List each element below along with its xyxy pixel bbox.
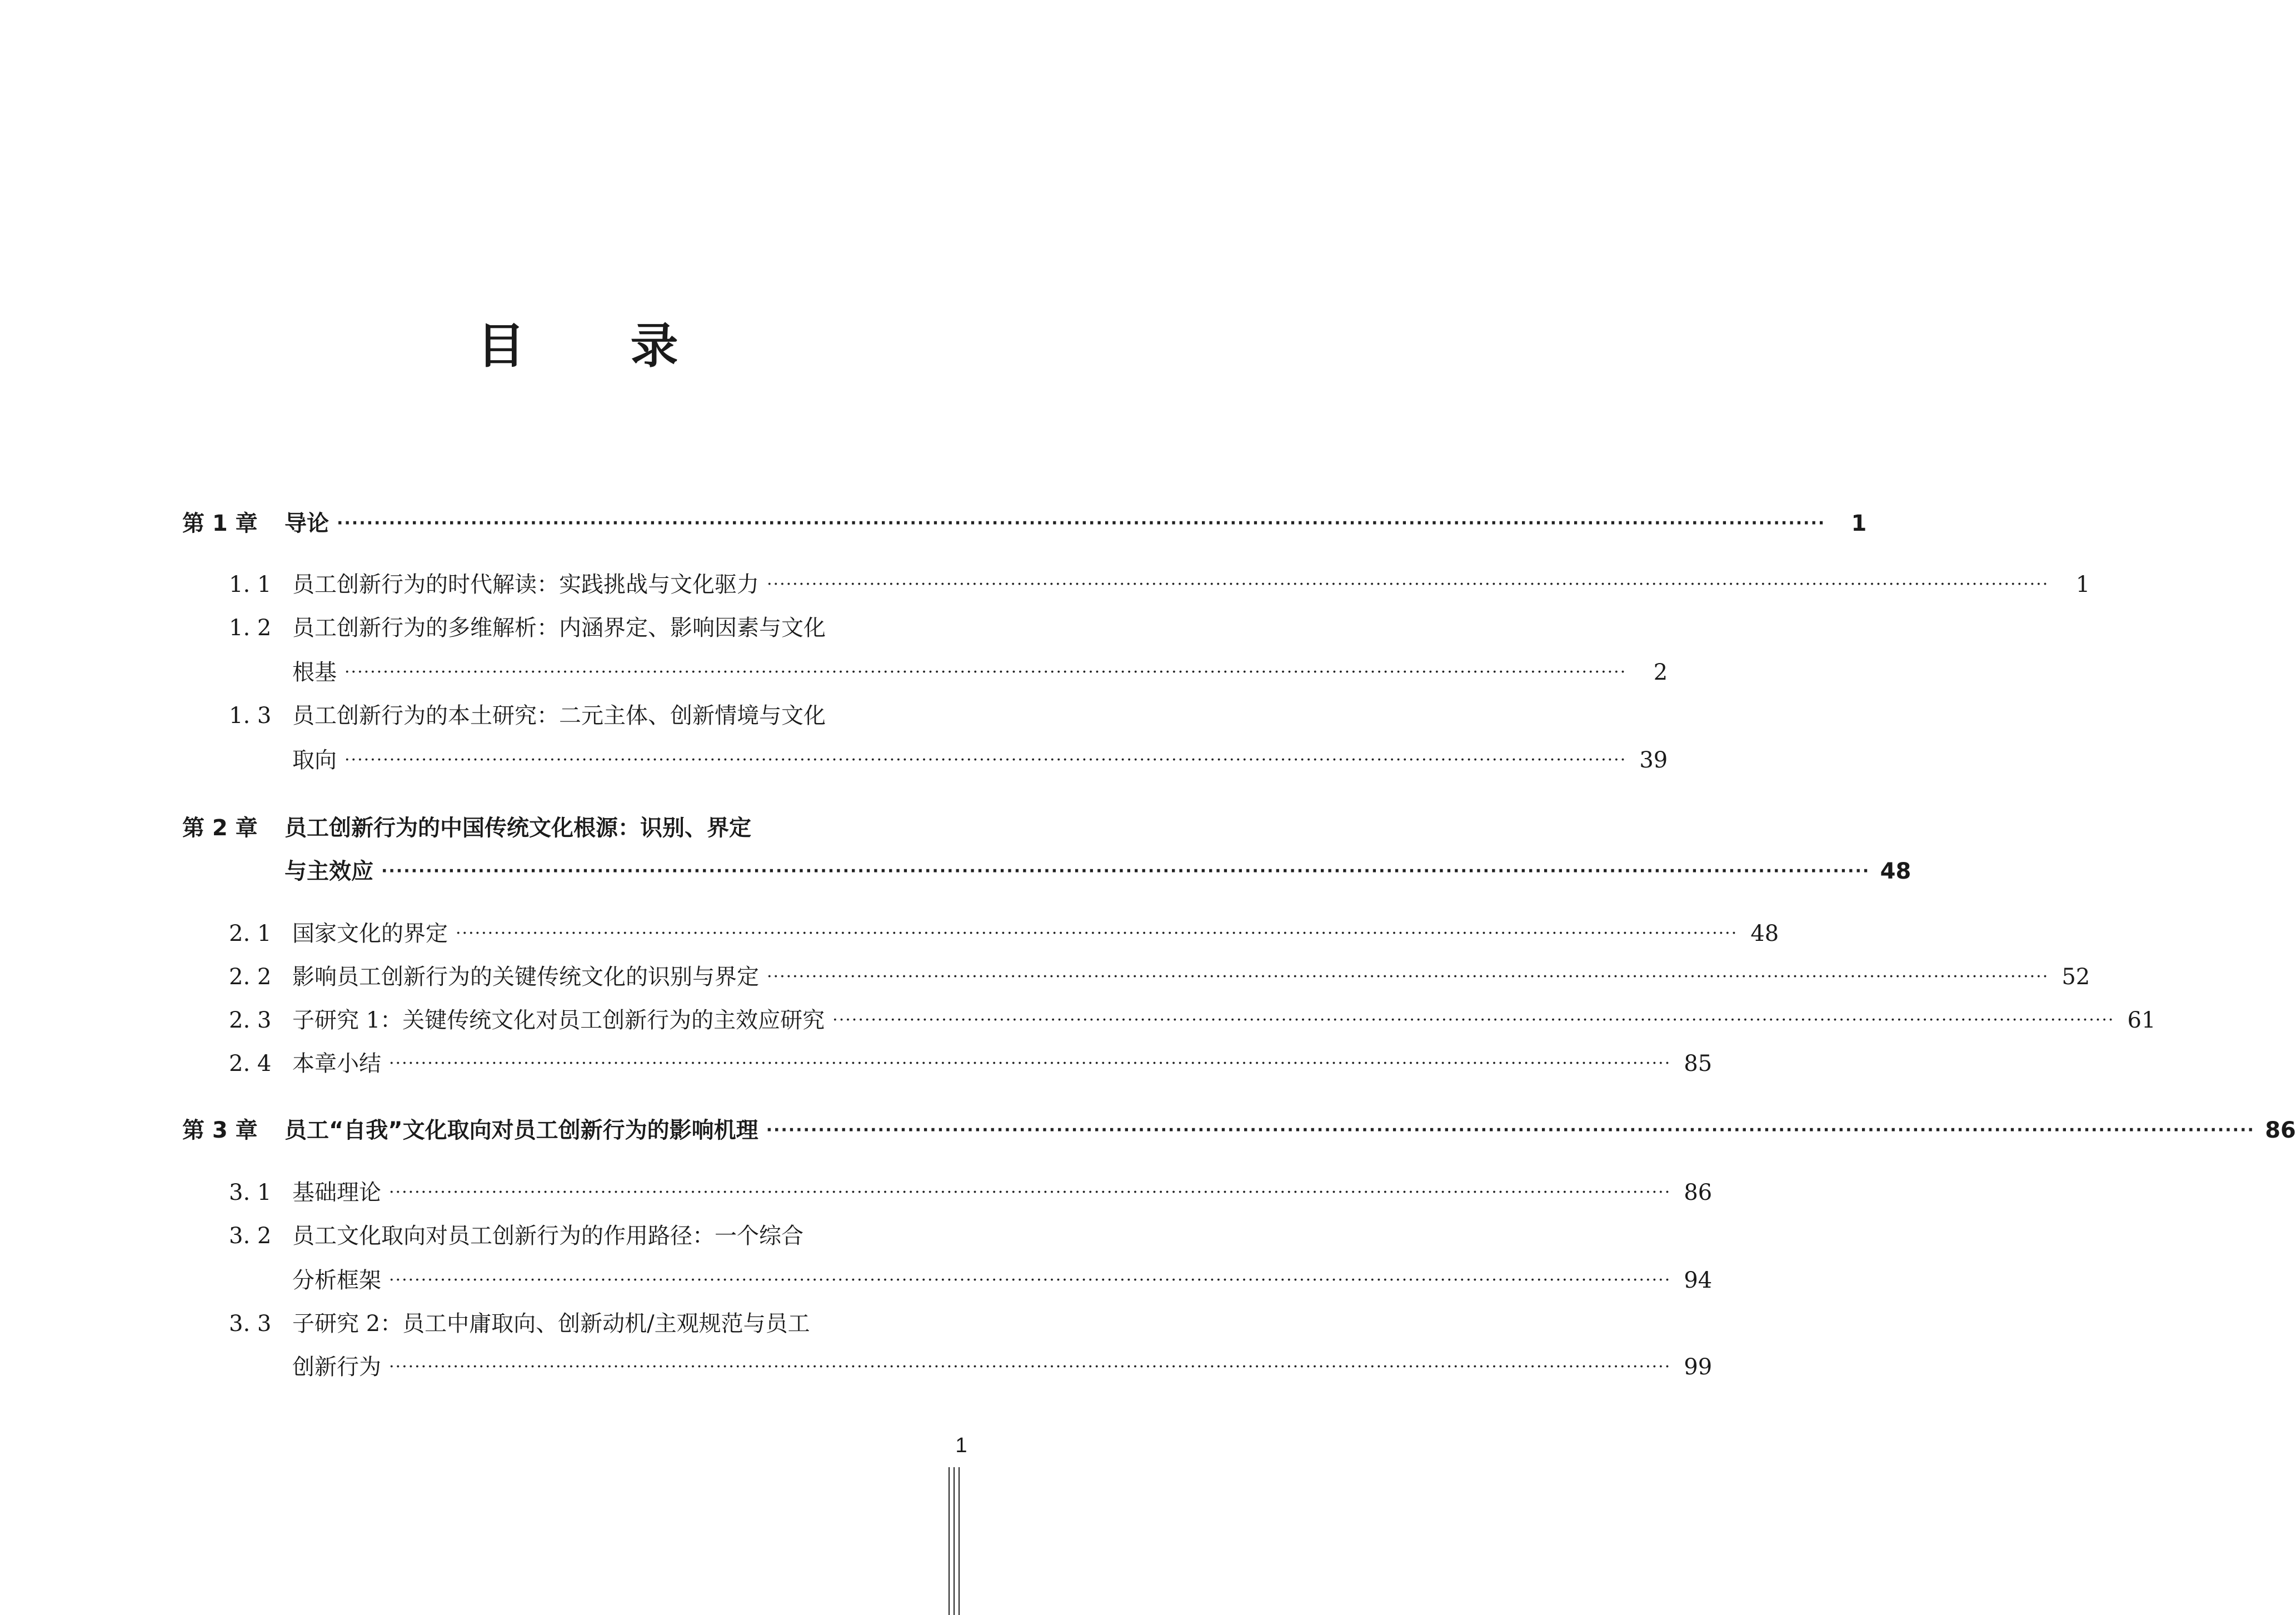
section-number: 2. 2 [229, 964, 272, 990]
dot-leader: ········································································································································································································ [456, 924, 1738, 943]
entry-title: 分析框架 [292, 1268, 381, 1293]
entry-leader-row [292, 1004, 2156, 1037]
section-number: 3. 1 [229, 1180, 272, 1205]
page-number: 48 [1750, 921, 1779, 946]
margin-rule [954, 1467, 955, 1615]
page-number: 2 [1653, 660, 1668, 685]
entry-leader-row [284, 1114, 2296, 1147]
dot-leader: ········································································································································································································ [766, 1120, 2255, 1140]
entry-continuation [0, 1264, 1713, 1297]
section-number: 2. 4 [229, 1051, 272, 1076]
section-entry [0, 917, 1779, 950]
chapter-number: 第 1 章 [182, 511, 258, 536]
entry-title: 员工“自我”文化取向对员工创新行为的影响机理 [284, 1118, 758, 1143]
chapter-entry [0, 1114, 2296, 1147]
page-number: 52 [2062, 964, 2090, 990]
dot-leader: ········································································································································································································ [345, 750, 1627, 770]
entry-leader-row [284, 855, 1911, 888]
section-number: 1. 1 [229, 572, 272, 597]
entry-title: 根基 [292, 660, 337, 685]
dot-leader: ········································································································································································································ [389, 1357, 1671, 1377]
section-entry [0, 699, 1155, 732]
entry-title: 影响员工创新行为的关键传统文化的识别与界定 [292, 964, 759, 990]
entry-title: 本章小结 [292, 1051, 381, 1076]
entry-title-line1: 员工创新行为的多维解析：内涵界定、影响因素与文化 [292, 615, 826, 641]
entry-title-line1: 员工创新行为的中国传统文化根源：识别、界定 [284, 815, 751, 841]
margin-rule [949, 1467, 950, 1615]
entry-leader-row [292, 744, 1668, 777]
dot-leader: ········································································································································································································ [767, 575, 2049, 594]
section-number: 1. 3 [229, 703, 272, 729]
section-number: 3. 2 [229, 1223, 272, 1249]
dot-leader: ········································································································································································································ [832, 1010, 2115, 1030]
title-char-left: 目 [477, 318, 525, 374]
page-number: 94 [1684, 1268, 1713, 1293]
entry-leader-row [292, 656, 1668, 689]
page-number: 86 [2265, 1118, 2296, 1143]
entry-leader-row [292, 1176, 1713, 1209]
entry-title: 导论 [284, 511, 329, 536]
margin-rule [959, 1467, 960, 1615]
entry-leader-row [292, 1047, 1713, 1080]
entry-title-line1: 员工创新行为的本土研究：二元主体、创新情境与文化 [292, 703, 826, 729]
page-number: 48 [1880, 859, 1911, 884]
entry-title: 子研究 1：关键传统文化对员工创新行为的主效应研究 [292, 1008, 825, 1033]
entry-continuation [0, 1350, 1713, 1384]
entry-leader-row [292, 1350, 1713, 1384]
entry-title-line1: 员工文化取向对员工创新行为的作用路径：一个综合 [292, 1223, 803, 1249]
entry-title-line1: 子研究 2：员工中庸取向、创新动机/主观规范与员工 [292, 1311, 810, 1337]
entry-continuation [0, 855, 1911, 888]
dot-leader: ········································································································································································································ [381, 861, 1870, 881]
section-number: 1. 2 [229, 615, 272, 641]
page-number: 1 [1851, 511, 1867, 536]
page-number: 86 [1684, 1180, 1713, 1205]
page-number: 1 [2075, 572, 2090, 597]
entry-leader-row [292, 568, 2090, 601]
entry-title: 创新行为 [292, 1354, 381, 1380]
section-entry [0, 1307, 1155, 1340]
chapter-number: 第 2 章 [182, 815, 258, 841]
page-title [0, 318, 1155, 374]
page-number: 39 [1639, 747, 1668, 773]
entry-title: 取向 [292, 747, 337, 773]
dot-leader: ········································································································································································································ [389, 1183, 1671, 1202]
section-number: 2. 3 [229, 1008, 272, 1033]
entry-title: 基础理论 [292, 1180, 381, 1205]
dot-leader: ········································································································································································································ [389, 1054, 1671, 1073]
page-number: 85 [1684, 1051, 1713, 1076]
section-entry [0, 1176, 1713, 1209]
page-number: 61 [2127, 1008, 2156, 1033]
dot-leader: ········································································································································································································ [337, 514, 1826, 533]
entry-leader-row [284, 507, 1867, 540]
entry-continuation [0, 656, 1668, 689]
entry-leader-row [292, 1264, 1713, 1297]
section-entry [0, 568, 2090, 601]
entry-continuation [0, 744, 1668, 777]
entry-leader-row [292, 960, 2090, 994]
section-number: 3. 3 [229, 1311, 272, 1337]
entry-title: 国家文化的界定 [292, 921, 448, 946]
section-number: 2. 1 [229, 921, 272, 946]
chapter-entry [0, 811, 1155, 845]
dot-leader: ········································································································································································································ [389, 1270, 1671, 1290]
title-char-right: 录 [630, 318, 678, 374]
section-entry [0, 1004, 2156, 1037]
page-number: 99 [1684, 1354, 1713, 1380]
section-entry [0, 960, 2090, 994]
entry-title: 与主效应 [284, 859, 373, 884]
entry-leader-row [292, 917, 1779, 950]
dot-leader: ········································································································································································································ [767, 967, 2049, 986]
section-entry [0, 1219, 1155, 1253]
section-entry [0, 1047, 1713, 1080]
chapter-number: 第 3 章 [182, 1118, 258, 1143]
dot-leader: ········································································································································································································ [345, 662, 1627, 682]
folio-page-number: 1 [955, 1434, 967, 1457]
section-entry [0, 611, 1155, 645]
chapter-entry [0, 507, 1867, 540]
entry-title: 员工创新行为的时代解读：实践挑战与文化驱力 [292, 572, 759, 597]
